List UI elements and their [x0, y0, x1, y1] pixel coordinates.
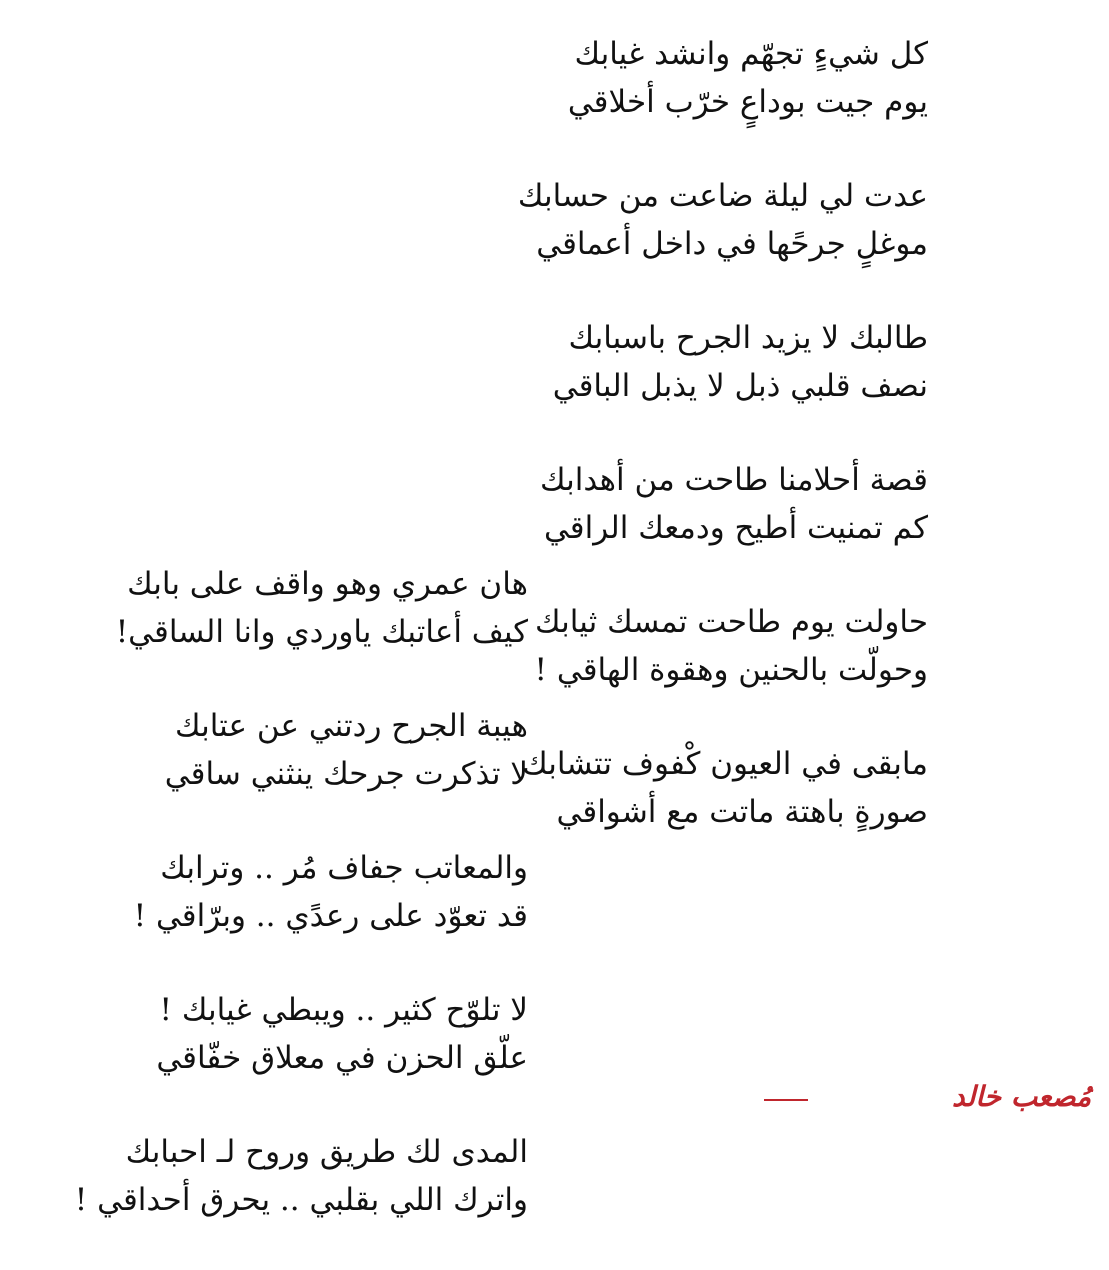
verse-line: كيف أعاتبك ياوردي وانا الساقي!	[115, 614, 528, 650]
verse-line: نصف قلبي ذبل لا يذبل الباقي	[552, 368, 928, 404]
stanza	[148, 702, 528, 798]
verse-line: هان عمري وهو واقف على بابك	[127, 566, 528, 602]
verse-line: علّق الحزن في معلاق خفّاقي	[156, 1040, 528, 1076]
signature-text: مُصعب خالد	[952, 1080, 1092, 1113]
stanza	[133, 844, 528, 940]
verse-line: قصة أحلامنا طاحت من أهدابك	[540, 462, 928, 498]
stanza	[115, 560, 528, 656]
verse-line: كم تمنيت أطيح ودمعك الراقي	[543, 510, 928, 546]
stanza	[548, 30, 928, 126]
verse-line: حاولت يوم طاحت تمسك ثيابك	[535, 604, 928, 640]
verse-line: لا تذكرت جرحك ينثني ساقي	[164, 756, 528, 792]
stanza	[522, 740, 928, 836]
verse-line: كل شيءٍ تجهّم وانشد غيابك	[574, 36, 928, 72]
verse-line: قد تعوّد على رعدًي .. وبرّاقي !	[133, 898, 528, 934]
signature-graphic	[762, 1066, 1092, 1126]
verse-line: والمعاتب جفاف مُر .. وترابك	[160, 850, 528, 886]
verse-line: هيبة الجرح ردتني عن عتابك	[174, 708, 528, 744]
verse-line: وحولّت بالحنين وهقوة الهاقي !	[534, 652, 928, 688]
stanza	[534, 598, 928, 694]
verse-line: المدى لك طريق وروح لـ احبابك	[125, 1134, 528, 1170]
verse-line: واترك اللي بقلبي .. يحرق أحداقي !	[74, 1182, 528, 1218]
stanza	[540, 456, 928, 552]
verse-line: لا تلوّح كثير .. ويبطي غيابك !	[159, 992, 528, 1028]
stanza	[74, 1128, 528, 1224]
poem-left-column	[74, 560, 528, 1270]
verse-line: طالبك لا يزيد الجرح باسبابك	[568, 320, 928, 356]
poem-right-column	[517, 30, 928, 882]
verse-line: موغلٍ جرحًها في داخل أعماقي	[536, 226, 928, 262]
verse-line: يوم جيت بوداعٍ خرّب أخلاقي	[567, 84, 928, 120]
author-signature	[762, 1066, 1092, 1126]
stanza	[148, 986, 528, 1082]
verse-line: عدت لي ليلة ضاعت من حسابك	[517, 178, 928, 214]
stanza	[548, 314, 928, 410]
stanza	[517, 172, 928, 268]
verse-line: مابقى في العيون كْفوف تتشابك	[522, 746, 928, 782]
verse-line: صورةٍ باهتة ماتت مع أشواقي	[556, 794, 928, 830]
